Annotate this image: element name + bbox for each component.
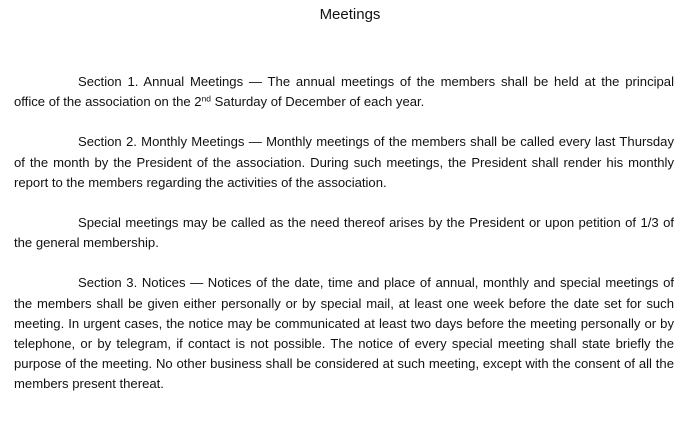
page-title: Meetings	[319, 6, 381, 23]
section-2-monthly-meetings: Section 2. Monthly Meetings — Monthly meetings of the members shall be called every last Thursday of the month by the President of the association. During such meetings, the President shall render his monthly report to the members regarding the activities of the association.	[14, 134, 674, 190]
section-1-text-end: Saturday of December of each year.	[211, 94, 425, 110]
section-1-annual-meetings	[14, 72, 674, 112]
section-1-text: Section 1. Annual Meetings — The annual meetings of the members shall be held at the principal office of the association on the 2	[14, 74, 674, 110]
special-meetings-paragraph: Special meetings may be called as the need thereof arises by the President or upon petition of 1/3 of the general membership.	[14, 215, 674, 251]
ordinal-suffix: nd	[201, 93, 212, 104]
section-3-notices: Section 3. Notices — Notices of the date, time and place of annual, monthly and special meetings of the members shall be given either personally or by special mail, at least one week before the date set for such meeting. In urgent cases, the notice may be communicated at least two days before the meeting personally or by telephone, or by telegram, if contact is not possible. The notice of every special meeting shall state briefly the purpose of the meeting. No other business shall be considered at such meeting, except with the consent of all the members present thereat.	[14, 275, 674, 392]
